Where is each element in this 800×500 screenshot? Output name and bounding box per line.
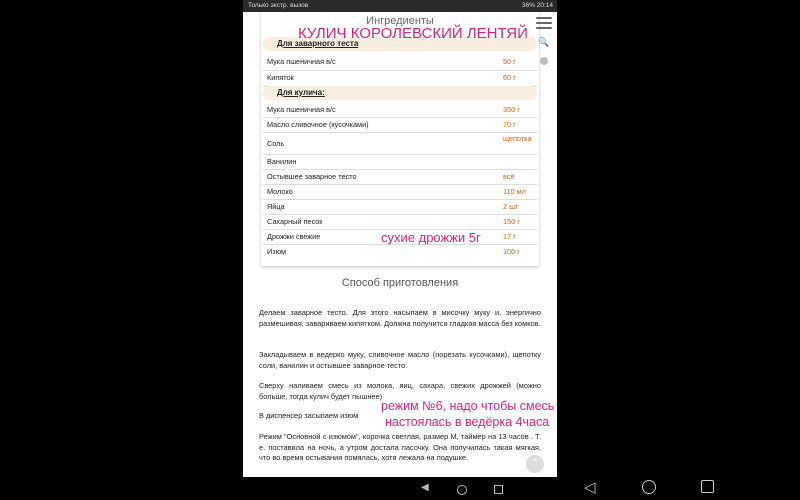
ingredient-row: [263, 117, 537, 133]
ingredient-row: [263, 169, 537, 185]
ingredient-name: Мука пшеничная в/с: [267, 105, 336, 114]
ingredient-row: [263, 214, 537, 230]
annotation-title: КУЛИЧ КОРОЛЕВСКИЙ ЛЕНТЯЙ: [298, 25, 528, 42]
ingredient-name: Ванилин: [267, 157, 297, 166]
method-paragraph: Закладываем в ведерко муку, сливочное масло (порезать кусочками), щепотку соли, ванилин и остывшее заварное тесто.: [259, 350, 541, 370]
ingredients-card: [261, 12, 539, 266]
inner-nav-bar: [243, 477, 557, 500]
ingredient-name: Мука пшеничная в/с: [267, 57, 336, 66]
ingredient-row: [263, 184, 537, 200]
ingredient-row: [263, 132, 537, 155]
ingredient-row: [263, 244, 537, 259]
home-icon[interactable]: [457, 485, 467, 495]
back-icon[interactable]: ◀: [421, 482, 429, 493]
annotation-mode-line2: настоялась в ведёрка 4часа: [385, 415, 550, 429]
section-heading: Для кулича:: [277, 88, 325, 97]
ingredient-row: [263, 154, 537, 170]
method-title: Способ приготовления: [341, 277, 459, 289]
section-heading: Для заварного теста: [277, 39, 359, 48]
ingredient-name: Остывшее заварное тесто: [267, 172, 357, 181]
ingredient-name: Кипяток: [267, 73, 294, 82]
side-dot-icon: [540, 57, 548, 65]
annotation-yeast: сухие дрожжи 5г: [381, 230, 481, 245]
ingredient-name: Молоко: [267, 187, 293, 196]
ingredient-qty: щепотка: [503, 134, 532, 143]
status-bar: [243, 0, 557, 12]
ingredient-qty: 50 г: [503, 57, 516, 66]
ingredient-qty: всё: [503, 172, 515, 181]
ingredient-name: Сахарный песок: [267, 217, 323, 226]
status-right: 36% 20:14: [521, 2, 553, 9]
ingredient-row: [263, 199, 537, 215]
ingredients-title: Ингредиенты: [366, 15, 434, 27]
status-left: Только экстр. вызов: [248, 2, 309, 9]
ingredient-row: [263, 70, 537, 87]
search-icon[interactable]: 🔍: [538, 37, 550, 47]
ingredient-row: [263, 102, 537, 118]
hamburger-menu-icon[interactable]: [536, 14, 552, 30]
ingredient-name: Изюм: [267, 247, 286, 256]
back-icon[interactable]: ◁: [584, 479, 596, 496]
method-paragraph: В диспенсер засыпаем изюм: [259, 411, 359, 420]
ingredient-name: Масло сливочное (кусочками): [267, 120, 369, 129]
ingredient-name: Соль: [267, 139, 285, 148]
scroll-to-top-icon[interactable]: ⌃: [526, 455, 544, 473]
method-paragraph: Делаем заварное тесто. Для этого насыпаем в мисочку муку и, энергично размешивая, завариваем кипятком. Должна получится гладкая масса без комков.: [259, 308, 541, 328]
ingredient-qty: 2 шт: [503, 202, 519, 211]
ingredient-qty: 100 г: [503, 247, 520, 256]
ingredient-name: Дрожжи свежие: [267, 232, 321, 241]
method-paragraph: Сверху наливаем смесь из молока, яиц, сахара, свежих дрожжей (можно больше, тогда кулич будет пышнее): [259, 381, 541, 401]
ingredient-qty: 17 г: [503, 232, 516, 241]
recents-icon[interactable]: [701, 480, 714, 493]
ingredient-row: [263, 53, 537, 71]
home-icon[interactable]: [642, 480, 656, 494]
ingredient-qty: 150 г: [503, 217, 520, 226]
ingredient-name: Яйца: [267, 202, 285, 211]
annotation-mode-line1: режим №6, надо чтобы смесь: [381, 399, 555, 413]
ingredient-qty: 350 г: [503, 105, 520, 114]
method-paragraph: Режим "Основной с изюмом", корочка светлая, размер M, таймер на 13 часов . Т. е. поставила на ночь, а утром достала пасочку. Она получилась такая мягкая, что во время остывания помялась, хотя лежала на подушке.: [259, 432, 541, 462]
ingredient-qty: 70 г: [503, 120, 516, 129]
recents-icon[interactable]: [494, 485, 503, 494]
ingredient-qty: 110 мл: [503, 187, 526, 196]
ingredient-qty: 60 г: [503, 73, 516, 82]
